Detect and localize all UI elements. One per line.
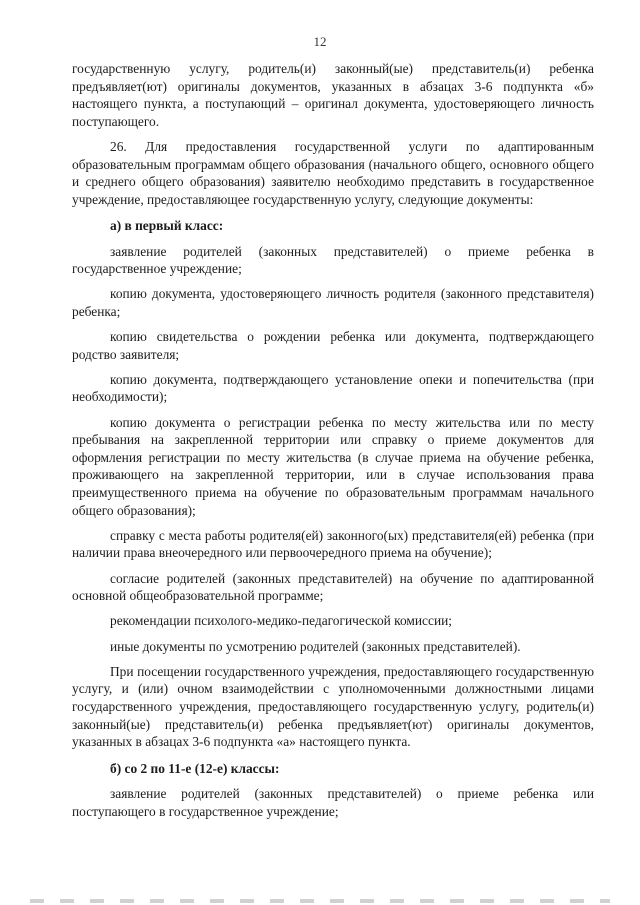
document-body <box>72 60 594 820</box>
list-item: заявление родителей (законных представителей) о приеме ребенка в государственное учреждение; <box>72 243 594 277</box>
page-number: 12 <box>313 34 327 49</box>
paragraph-continuation: государственную услугу, родитель(и) законный(ые) представитель(и) ребенка предъявляет(ют) оригиналы документов, указанных в абзацах 3-6 подпункта «б» настоящего пункта, а поступающий – оригинал документа, удостоверяющего личность поступающего. <box>72 61 594 129</box>
paragraph-26: 26. Для предоставления государственной услуги по адаптированным образовательным программам общего образования (начального общего, основного общего и среднего общего образования) заявителю необходимо представить в государственное учреждение, предоставляющее государственную услугу, следующие документы: <box>72 138 594 207</box>
list-item: иные документы по усмотрению родителей (законных представителей). <box>110 638 521 654</box>
subsection-heading-b: б) со 2 по 11-е (12-е) классы: <box>110 760 280 776</box>
subsection-heading-a: а) в первый класс: <box>110 218 224 234</box>
paragraph-originals: При посещении государственного учреждения, предоставляющего государственную услугу, и (или) очном взаимодействии с уполномоченными должностными лицами государственного учреждения, предоставляющего государственную услугу, родитель(и) законный(ые) представитель(и) ребенка предъявляет(ют) оригиналы документов, указанных в абзацах 3-6 подпункта «а» настоящего пункта. <box>72 663 594 750</box>
list-item: справку с места работы родителя(ей) законного(ых) представителя(ей) ребенка (при наличии права внеочередного или первоочередного приема на обучение); <box>72 527 594 561</box>
list-item: заявление родителей (законных представителей) о приеме ребенка или поступающего в государственное учреждение; <box>72 785 594 819</box>
list-item: рекомендации психолого-медико-педагогической комиссии; <box>110 613 452 629</box>
list-item: копию документа, подтверждающего установление опеки и попечительства (при необходимости); <box>72 371 594 405</box>
list-item: копию свидетельства о рождении ребенка или документа, подтверждающего родство заявителя; <box>72 329 594 362</box>
scan-artifact-line <box>30 899 610 903</box>
list-item: согласие родителей (законных представителей) на обучение по адаптированной основной общеобразовательной программе; <box>72 570 594 604</box>
list-item: копию документа о регистрации ребенка по месту жительства или по месту пребывания на закрепленной территории или справку о приеме документов для оформления регистрации по месту жительства (в случае приема на обучение ребенка, проживающего на закрепленной территории, или в случае использования права преимущественного приема на обучение по образовательным программам начального общего образования); <box>72 414 594 518</box>
list-item: копию документа, удостоверяющего личность родителя (законного представителя) ребенка; <box>72 286 594 319</box>
